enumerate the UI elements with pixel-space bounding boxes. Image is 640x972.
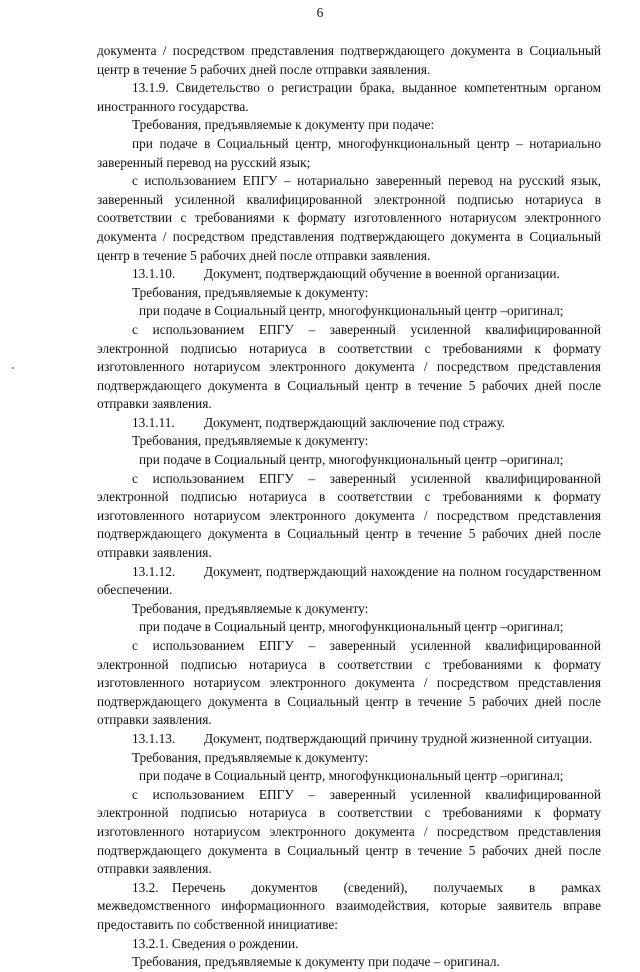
section-number: 13.1.10. [132, 266, 176, 282]
paragraph: с использованием ЕПГУ – заверенный усиленной квалифицированной электронной подписью нотариуса в соответствии с требованиями к формату изготовленного нотариусом электронного документа / посредством представления подтверждающего документа в Социальный центр в течение 5 рабочих дней после отправки заявления. [97, 786, 601, 877]
section-heading: 13.2.1. Сведения о рождении. [132, 935, 299, 951]
section-title: Документ, подтверждающий нахождение на полном государственном обеспечении. [97, 563, 601, 598]
paragraph: с использованием ЕПГУ – заверенный усиленной квалифицированной электронной подписью нотариуса в соответствии с требованиями к формату изготовленного нотариусом электронного документа / посредством представления подтверждающего документа в Социальный центр в течение 5 рабочих дней после отправки заявления. [97, 470, 601, 561]
paragraph: документа / посредством представления подтверждающего документа в Социальный центр в течение 5 рабочих дней после отправки заявления. [97, 43, 601, 77]
section-title: Документ, подтверждающий обучение в военной организации. [204, 266, 560, 282]
paragraph: с использованием ЕПГУ – заверенный усиленной квалифицированной электронной подписью нотариуса в соответствии с требованиями к формату изготовленного нотариусом электронного документа / посредством представления подтверждающего документа в Социальный центр в течение 5 рабочих дней после отправки заявления. [97, 638, 601, 728]
section-heading [97, 730, 601, 749]
paragraph: при подаче в Социальный центр, многофункциональный центр – нотариально заверенный перевод на русский язык; [97, 135, 601, 170]
page-number: 6 [316, 5, 324, 20]
document-body [97, 42, 601, 972]
paragraph: с использованием ЕПГУ – нотариально заверенный перевод на русский язык, заверенный усиленной квалифицированной электронной подписью нотариуса в соответствии с требованиями к формату изготовленного нотариусом электронного документа / посредством представления подтверждающего документа в Социальный центр в течение 5 рабочих дней после отправки заявления. [97, 173, 601, 263]
paragraph: при подаче в Социальный центр, многофункциональный центр –оригинал; [139, 452, 564, 468]
paragraph: с использованием ЕПГУ – заверенный усиленной квалифицированной электронной подписью нотариуса в соответствии с требованиями к формату изготовленного нотариусом электронного документа / посредством представления подтверждающего документа в Социальный центр в течение 5 рабочих дней после отправки заявления. [97, 321, 601, 412]
section-title: Документ, подтверждающий причину трудной жизненной ситуации. [204, 730, 593, 746]
paragraph: при подаче в Социальный центр, многофункциональный центр –оригинал; [139, 768, 564, 784]
paragraph: Требования, предъявляемые к документу: [132, 284, 369, 300]
section-heading [97, 563, 601, 600]
paragraph: Требования, предъявляемые к документу: [132, 600, 369, 616]
paragraph: при подаче в Социальный центр, многофункциональный центр –оригинал; [139, 619, 564, 635]
paragraph: Требования, предъявляемые к документу: [132, 749, 369, 765]
scan-speck [12, 367, 14, 369]
paragraph: при подаче в Социальный центр, многофункциональный центр –оригинал; [139, 303, 564, 319]
section-number: 13.1.11. [132, 414, 175, 430]
paragraph: Требования, предъявляемые к документу при подаче – оригинал. [132, 954, 500, 970]
section-heading: 13.1.9. Свидетельство о регистрации брака, выданное компетентным органом иностранного государства. [97, 80, 601, 114]
section-number: 13.1.12. [132, 563, 176, 579]
paragraph: Требования, предъявляемые к документу: [132, 433, 369, 449]
section-title: Документ, подтверждающий заключение под стражу. [204, 414, 506, 430]
section-number: 13.2. [132, 879, 159, 895]
section-heading [97, 879, 601, 935]
section-title: Перечень документов (сведений), получаемых в рамках межведомственного информационного взаимодействия, которые заявитель вправе предоставить по собственной инициативе: [97, 879, 601, 932]
section-heading [97, 265, 601, 284]
paragraph: Требования, предъявляемые к документу при подаче: [132, 117, 435, 133]
section-heading [97, 414, 601, 433]
section-number: 13.1.13. [132, 730, 176, 746]
